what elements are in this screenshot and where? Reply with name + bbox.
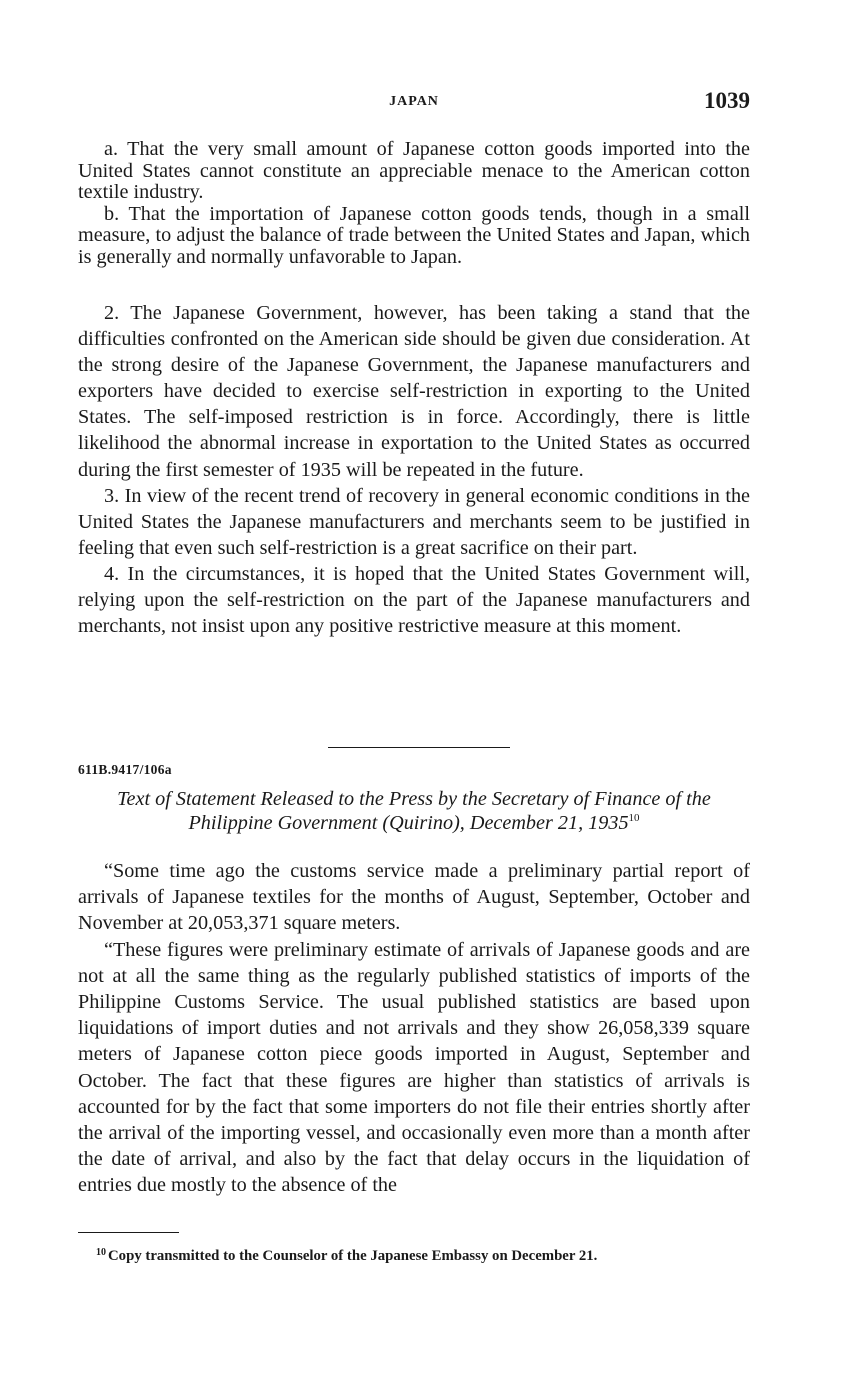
- paragraph-3: 3. In view of the recent trend of recovery in general economic conditions in the United States the Japanese manufacturers and merchants seem to be justified in feeling that even such self-restriction is a great sacrifice on their part.: [78, 484, 750, 559]
- statement-paragraph: “Some time ago the customs service made a preliminary partial report of arrivals of Japanese textiles for the months of August, September, October and November at 20,053,371 square meters.: [78, 860, 750, 935]
- footnote-text: Copy transmitted to the Counselor of the Japanese Embassy on December 21.: [108, 1248, 598, 1264]
- section-divider: [328, 747, 510, 748]
- paragraph-2: 2. The Japanese Government, however, has been taking a stand that the difficulties confronted on the American side should be given due consideration. At the strong desire of the Japanese Government, the Japanese manufacturers and exporters have decided to exercise self-restriction in exporting to the United States. The self-imposed restriction is in force. Accordingly, there is little likelihood the abnormal increase in exportation to the United States as occurred during the first semester of 1935 will be repeated in the future.: [78, 302, 750, 481]
- footnote-marker: 10: [96, 1247, 106, 1258]
- paragraph-4: 4. In the circumstances, it is hoped that the United States Government will, relying upon the self-restriction on the part of the Japanese manufacturers and merchants, not insist upon any positive restrictive measure at this moment.: [78, 562, 750, 638]
- statement-body: [78, 858, 750, 1199]
- quoted-point-b: b. That the importation of Japanese cotton goods tends, though in a small measure, to adjust the balance of trade between the United States and Japan, which is generally and normally unfavorable to Japan.: [78, 202, 750, 268]
- file-number: 611B.9417/106a: [78, 762, 172, 777]
- note-body: [78, 300, 750, 639]
- running-header: [78, 88, 750, 122]
- running-head-title: JAPAN: [389, 94, 439, 109]
- quoted-point-a: a. That the very small amount of Japanese cotton goods imported into the United States cannot constitute an appreciable menace to the American cotton textile industry.: [78, 138, 750, 203]
- heading-footnote-marker: 10: [628, 812, 640, 824]
- document-heading: [78, 787, 750, 835]
- footnote-divider: [78, 1232, 179, 1233]
- document-heading-text: Text of Statement Released to the Press by the Secretary of Finance of the Philippine Government (Quirino), December 21, 1935: [117, 788, 711, 834]
- page-number: 1039: [704, 88, 750, 113]
- footnote: [96, 1248, 756, 1265]
- statement-paragraph: “These figures were preliminary estimate of arrivals of Japanese goods and are not at all the same thing as the regularly published statistics of imports of the Philippine Customs Service. The usual published statistics are based upon liquidations of import duties and not arrivals and they show 26,058,339 square meters of Japanese cotton piece goods imported in August, September and October. The fact that these figures are higher than statistics of arrivals is accounted for by the fact that some importers do not file their entries shortly after the arrival of the importing vessel, and occasionally even more than a month after the date of arrival, and also by the fact that delay occurs in the liquidation of entries due mostly to the absence of the: [78, 938, 750, 1197]
- quoted-points: [78, 139, 750, 268]
